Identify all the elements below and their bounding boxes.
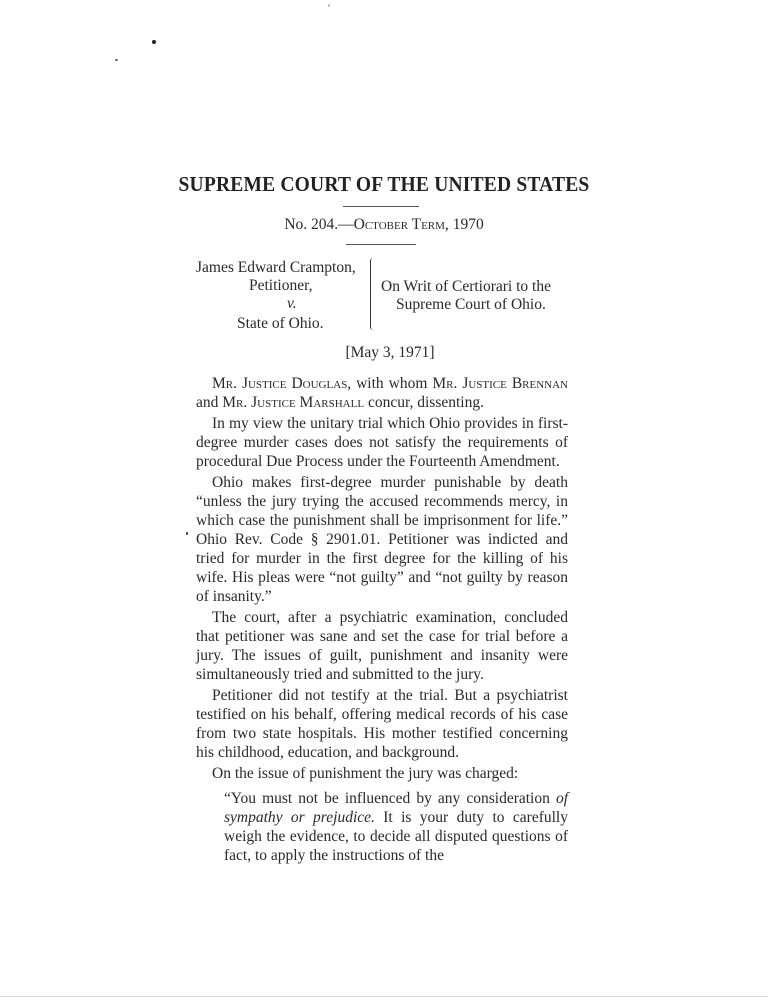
paragraph: On the issue of punishment the jury was charged: (212, 765, 519, 782)
scan-speck (152, 40, 156, 44)
quote-text: It is your duty to carefully weigh the evidence, to decide all disputed questions of fact, to apply the instructions of the (224, 809, 568, 864)
petitioner-role: Petitioner, (249, 277, 313, 294)
court-title: SUPREME COURT OF THE UNITED STATES (178, 172, 590, 196)
scan-mark (186, 532, 188, 535)
opinion-body (196, 374, 568, 865)
quote-text: “You must not be influenced by any consideration (224, 790, 556, 807)
opening-tail: concur, dissenting. (364, 394, 484, 411)
writ-line-1: On Writ of Certiorari to the (381, 278, 551, 295)
opening-and: and (196, 394, 223, 411)
docket-dash: — (338, 216, 354, 233)
writ-line-2: Supreme Court of Ohio. (396, 296, 546, 313)
docket-rule (346, 244, 416, 245)
justice-marshall: Mr. Justice Marshall (222, 394, 365, 411)
paragraph: Petitioner did not testify at the trial. But a psychiatrist testified on his behalf, offering medical records of his case from two state hospitals. His mother testified concerning his childhood, education, and background. (196, 687, 568, 761)
petitioner-name: James Edward Crampton, (196, 259, 356, 276)
docket-year: 1970 (452, 216, 484, 233)
scan-speck (115, 59, 118, 61)
decision-date: [May 3, 1971] (345, 344, 435, 361)
opening-joiner: , with whom (347, 375, 433, 392)
docket-line (0, 216, 768, 234)
scan-speck (328, 4, 330, 7)
justice-brennan: Mr. Justice Brennan (432, 375, 568, 392)
title-rule (343, 206, 419, 207)
jury-charge-quote (196, 789, 568, 865)
opening-line (196, 374, 568, 412)
justice-douglas: Mr. Justice Douglas (212, 375, 348, 392)
paragraph: The court, after a psychiatric examination, concluded that petitioner was sane and set the case for trial before a jury. The issues of guilt, punishment and insanity were simultaneously tried and submitted to the jury. (196, 609, 568, 683)
versus: v. (287, 295, 297, 312)
respondent: State of Ohio. (237, 315, 324, 332)
paragraph: Ohio makes first-degree murder punishable by death “unless the jury trying the accused recommends mercy, in which case the punishment shall be imprisonment for life.” Ohio Rev. Code § 2901.01. Petitioner was indicted and tried for murder in the first degree for the killing of his wife. His pleas were “not guilty” and “not guilty by reason of insanity.” (196, 474, 568, 605)
caption-brace (370, 258, 377, 330)
page-edge (0, 996, 768, 997)
quote-italic: of sympathy or prejudice. (224, 790, 568, 826)
paragraph: In my view the unitary trial which Ohio provides in first-degree murder cases does not satisfy the requirements of procedural Due Process under the Fourteenth Amendment. (196, 415, 568, 470)
docket-number: No. 204. (284, 216, 339, 233)
docket-term: October Term, (353, 216, 449, 233)
